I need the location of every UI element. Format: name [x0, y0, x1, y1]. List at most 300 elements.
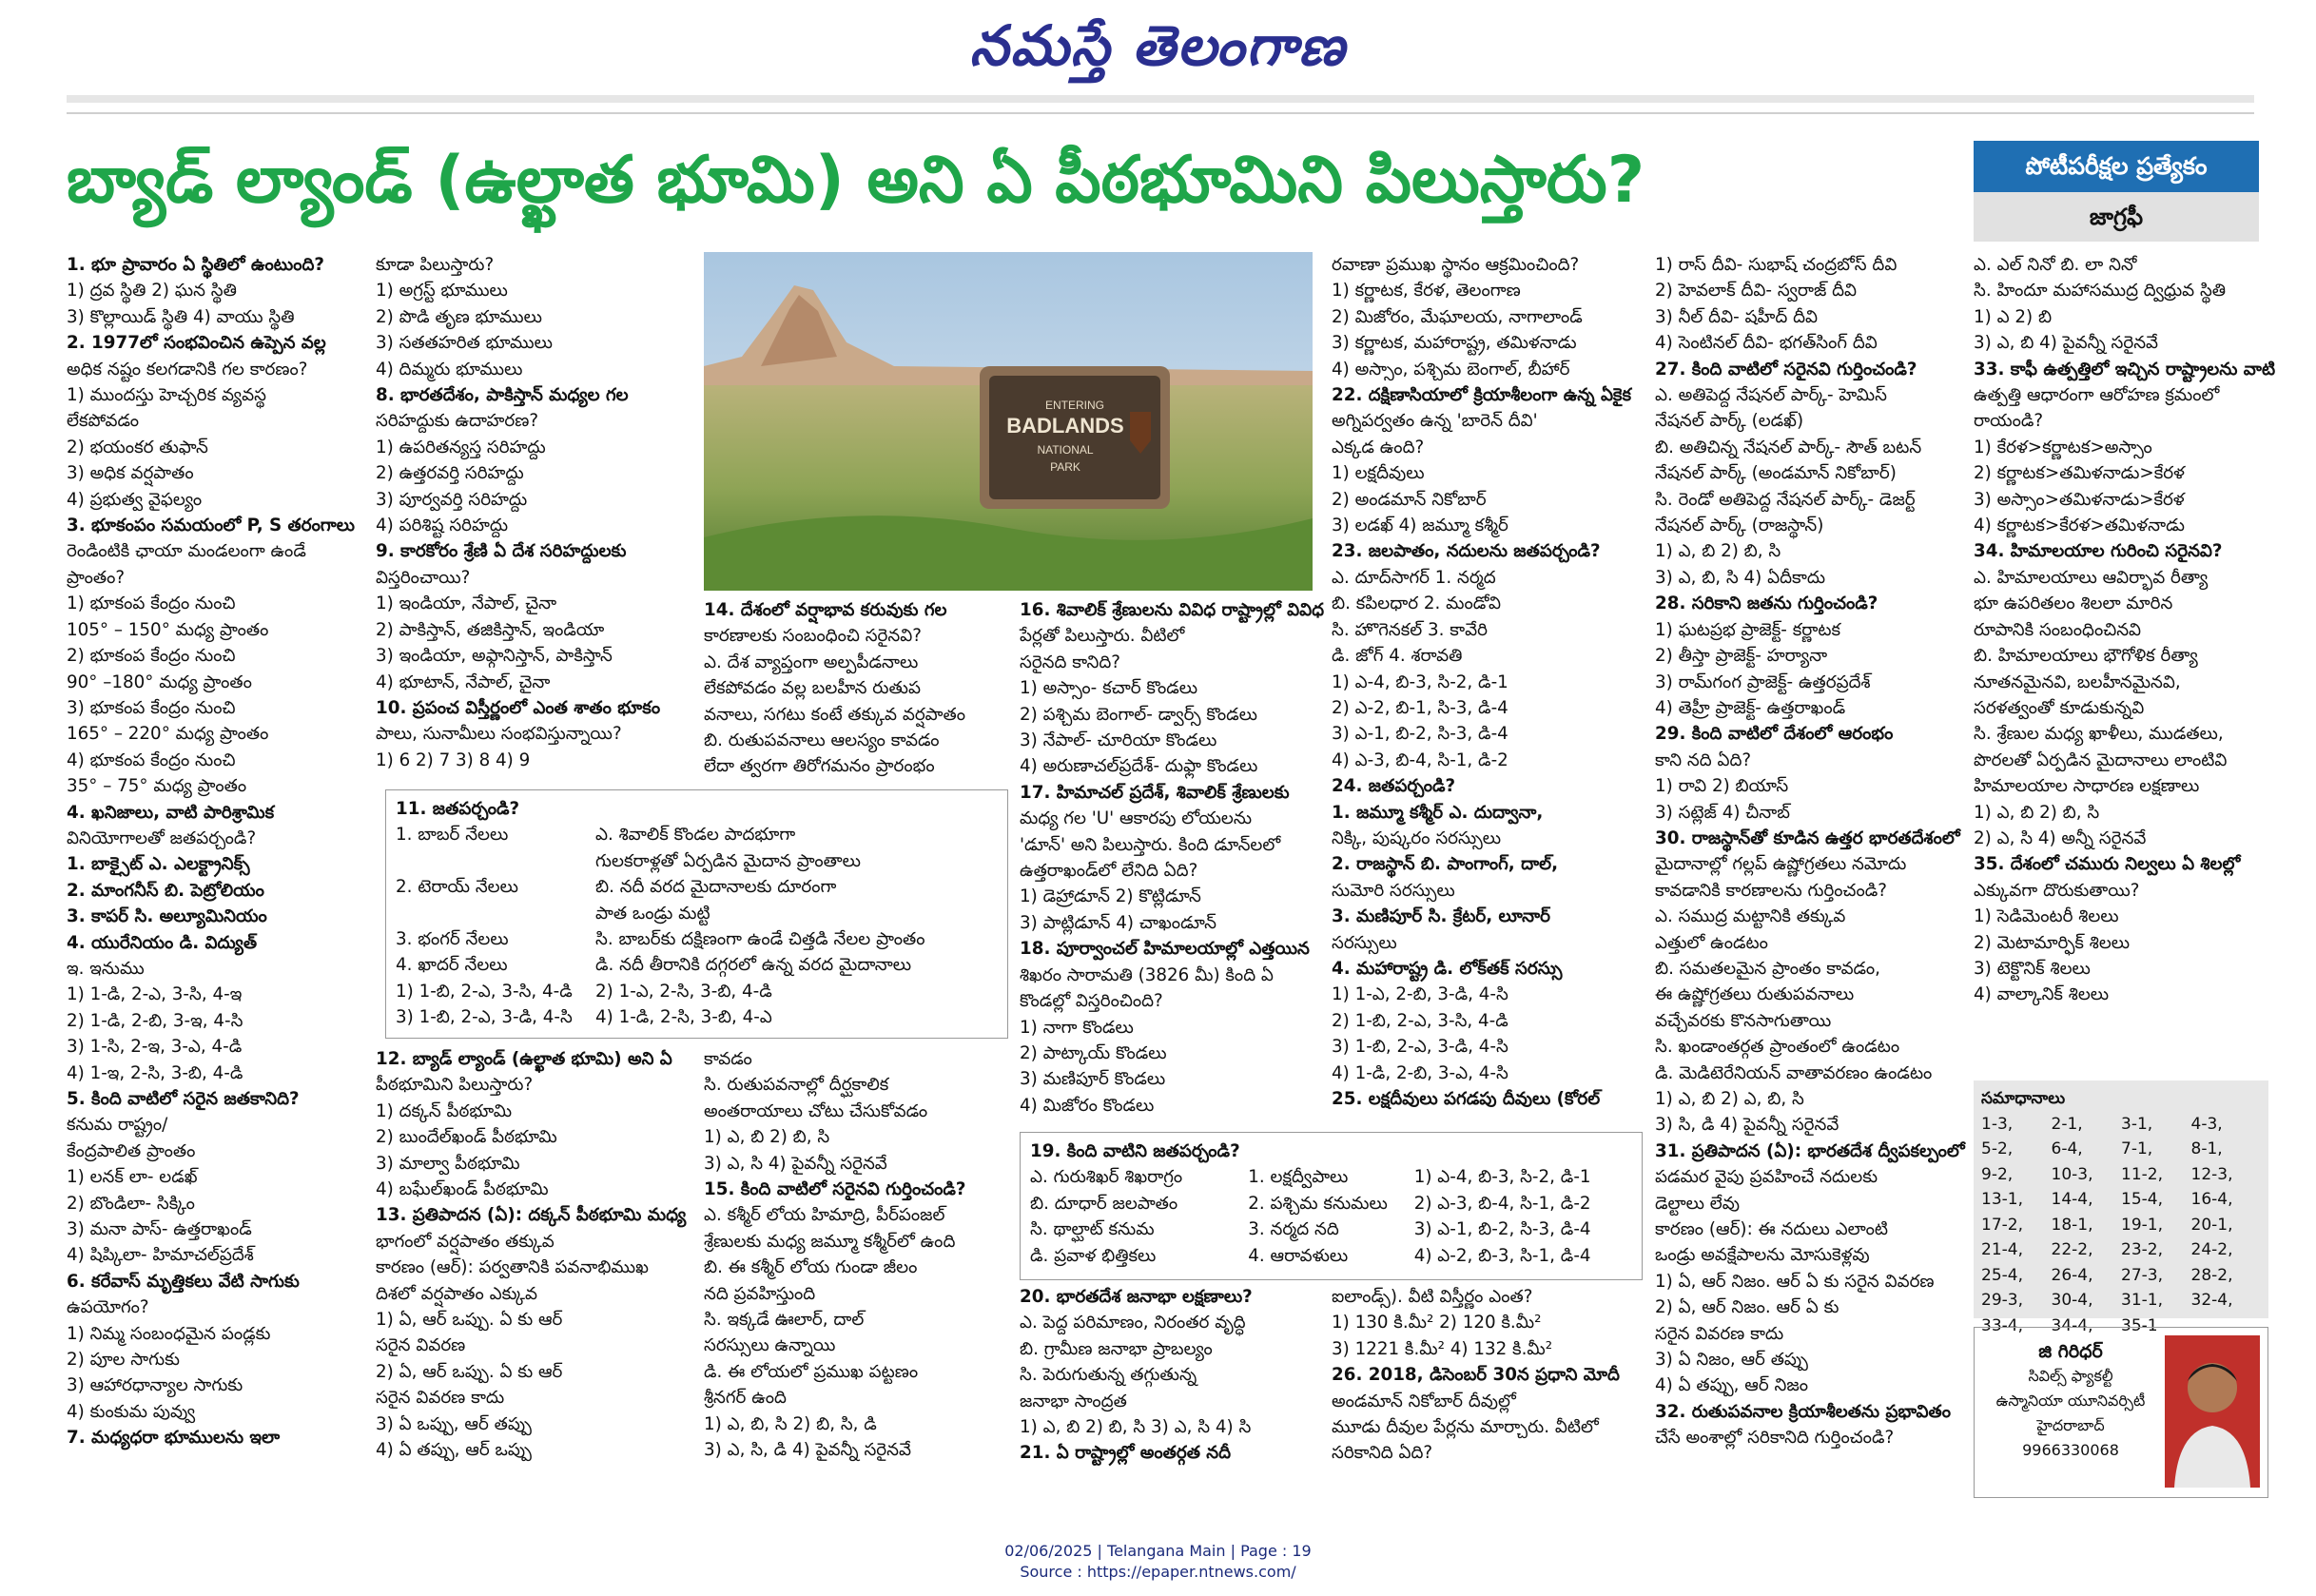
- text-line: 105° – 150° మధ్య ప్రాంతం: [67, 619, 269, 640]
- match-cell: 3. భంగర్ నేలలు: [396, 929, 509, 950]
- match-cell: బి. నదీ వరద మైదానాలకు దూరంగా: [595, 877, 837, 898]
- column-4-lower: [1020, 1284, 1319, 1484]
- text-line: భాగంలో వర్షపాతం తక్కువ: [376, 1231, 555, 1252]
- text-line: చేసే అంశాల్లో సరికానిది గుర్తించండి?: [1655, 1428, 1895, 1449]
- text-line: ఒండ్రు అవక్షేపాలను మోసుకెళ్లవు: [1655, 1245, 1870, 1266]
- text-line: 27. కింది వాటిలో సరైనవి గుర్తించండి?: [1655, 359, 1917, 380]
- text-line: 3) సతతహరిత భూములు: [376, 333, 553, 354]
- text-line: వినియోగాలతో జతపర్చండి?: [67, 827, 257, 848]
- match-row: [396, 952, 998, 978]
- text-line: 2) 1-డి, 2-బి, 3-ఇ, 4-సి: [67, 1010, 243, 1031]
- answers-row: [1981, 1137, 2261, 1162]
- newspaper-logo: నమస్తే తెలంగాణ: [969, 13, 1347, 78]
- text-line: 16. శివాలిక్ శ్రేణులను వివిధ రాష్ట్రాల్లో వివిధ: [1020, 600, 1325, 620]
- answer-cell: 14-4,: [2051, 1190, 2093, 1209]
- text-line: 2) బొండిలా- సిక్కిం: [67, 1193, 195, 1214]
- masthead-divider-thin: [67, 112, 2254, 114]
- answers-row: [1981, 1237, 2261, 1263]
- text-line: కాని నది ఏది?: [1655, 749, 1752, 770]
- match-cell: 2) 1-ఎ, 2-సి, 3-బి, 4-డి: [595, 981, 772, 1002]
- text-line: 34. హిమాలయాల గురించి సరైనవి?: [1974, 541, 2223, 562]
- text-line: 1) ముందస్తు హెచ్చరిక వ్యవస్థ: [67, 385, 266, 406]
- text-line: బి. సమతలమైన ప్రాంతం కావడం,: [1655, 958, 1880, 979]
- answer-cell: 3-1,: [2121, 1114, 2153, 1134]
- text-line: 10. ప్రపంచ విస్తీర్ణంలో ఎంత శాతం భూకం: [376, 697, 661, 718]
- text-line: 25. లక్షదీవులు పగడపు దీవులు (కోరల్: [1332, 1089, 1601, 1109]
- answer-cell: 8-1,: [2190, 1139, 2223, 1158]
- match-cell: గులకరాళ్లతో ఏర్పడిన మైదాన ప్రాంతాలు: [595, 850, 861, 871]
- text-line: కొండల్లో విస్తరించింది?: [1020, 991, 1163, 1012]
- text-line: 2) భూకంప కేంద్రం నుంచి: [67, 646, 236, 667]
- text-line: 3. భూకంపం సమయంలో P, S తరంగాలు: [67, 516, 355, 536]
- answer-cell: 35-1: [2121, 1315, 2158, 1335]
- text-line: 1. జమ్మూ కశ్మీర్ ఎ. దుద్వానా,: [1332, 802, 1544, 823]
- text-line: బి. అతిచిన్న నేషనల్ పార్క్- సౌత్ బటన్: [1655, 437, 1922, 457]
- text-line: 1) రావి 2) బియాస్: [1655, 776, 1789, 797]
- text-line: 2) హెవలాక్ దీవి- స్వరాజ్ దీవి: [1655, 281, 1858, 302]
- text-line: 1) దక్కన్ పీఠభూమి: [376, 1100, 513, 1121]
- text-line: 1) అగ్రస్ట్ భూములు: [376, 281, 508, 302]
- text-line: సి. రుతుపవనాల్లో దీర్ఘకాలిక: [704, 1075, 889, 1096]
- answers-row: [1981, 1263, 2261, 1289]
- text-line: ఎ. ఎల్ నినో బి. లా నినో: [1974, 255, 2137, 275]
- text-line: 1) ఏ, ఆర్ ఒప్పు. ఏ కు ఆర్: [376, 1310, 563, 1331]
- match-cell: పాత ఒండ్రు మట్టి: [595, 903, 710, 924]
- text-line: డి. మెడిటెరేనియన్ వాతావరణం ఉండటం: [1655, 1062, 1933, 1083]
- text-line: మైదానాల్లో గల్లప్ ఉష్ణోగ్రతలు నమోదు: [1655, 854, 1907, 875]
- text-line: 1) రాస్ దీవి- సుభాష్ చంద్రబోస్ దీవి: [1655, 255, 1898, 275]
- text-line: 3) కొల్లాయిడ్ స్థితి 4) వాయు స్థితి: [67, 306, 295, 327]
- text-line: నది ప్రవహిస్తుంది: [704, 1283, 816, 1304]
- answer-cell: 9-2,: [1981, 1164, 2014, 1184]
- text-line: కావడానికి కారణాలను గుర్తించండి?: [1655, 880, 1887, 901]
- text-line: ఎ. సముద్ర మట్టానికి తక్కువ: [1655, 906, 1846, 927]
- match-cell: డి. నదీ తీరానికి దగ్గరలో ఉన్న వరద మైదానాలు: [595, 955, 912, 976]
- text-line: 3) భూకంప కేంద్రం నుంచి: [67, 697, 236, 718]
- text-line: సరైనది కానిది?: [1020, 652, 1120, 672]
- author-line-3: హైదరాబాద్: [2036, 1416, 2105, 1434]
- author-line-1: సివిల్స్ ఫ్యాకల్టీ: [2028, 1367, 2113, 1385]
- text-line: 4) కుంకుమ పువ్వు: [67, 1401, 196, 1422]
- badlands-photo: [704, 252, 1313, 591]
- text-line: 4) షిప్కిలా- హిమాచల్‌ప్రదేశ్: [67, 1245, 254, 1266]
- text-line: 1) ఎ, బి 2) బి, సి: [704, 1127, 830, 1148]
- text-line: 3) ఏ నిజం, ఆర్ తప్పు: [1655, 1350, 1808, 1371]
- text-line: 3) ఏ ఒప్పు, ఆర్ తప్పు: [376, 1413, 532, 1434]
- text-line: 12. బ్యాడ్ ల్యాండ్ (ఉల్ఖాత భూమి) అని ఏ: [376, 1049, 672, 1069]
- match-cell: [396, 848, 595, 874]
- text-line: ఉపయోగం?: [67, 1297, 149, 1318]
- answers-title: సమాధానాలు: [1981, 1089, 2066, 1108]
- text-line: ఎ. అతిపెద్ద నేషనల్ పార్క్- హెమిస్: [1655, 385, 1887, 406]
- answers-box: [1974, 1080, 2268, 1335]
- author-photo: [2165, 1335, 2260, 1488]
- text-line: నేషనల్ పార్క్ (లడఖ్): [1655, 411, 1804, 432]
- text-line: 2) బుందేల్‌ఖండ్ పీఠభూమి: [376, 1127, 557, 1148]
- match-cell: 1) ఎ-4, బి-3, సి-2, డి-1: [1413, 1167, 1591, 1188]
- text-line: 3) సట్లెజ్ 4) చీనాబ్: [1655, 802, 1790, 823]
- text-line: 4) 1-డి, 2-బి, 3-ఎ, 4-సి: [1332, 1062, 1508, 1083]
- answer-cell: 32-4,: [2190, 1291, 2233, 1310]
- text-line: 3) కర్ణాటక, మహారాష్ట్ర, తమిళనాడు: [1332, 333, 1577, 354]
- answer-cell: 11-2,: [2121, 1164, 2163, 1184]
- section-tag-subject: జాగ్రఫీ: [1974, 192, 2259, 242]
- answer-cell: 30-4,: [2051, 1291, 2093, 1310]
- match-row: [396, 901, 998, 926]
- text-line: నూతనమైనవి, బలహీనమైనవి,: [1974, 671, 2181, 692]
- text-line: 3) టెక్టొనిక్ శిలలు: [1974, 958, 2091, 979]
- text-line: 4) ఎ-3, బి-4, సి-1, డి-2: [1332, 749, 1508, 770]
- text-line: 1) ఎ, బి 2) ఎ, బి, సి: [1655, 1089, 1804, 1109]
- answer-cell: 23-2,: [2121, 1240, 2163, 1259]
- answers-row: [1981, 1213, 2261, 1238]
- sign-line-1: ENTERING: [1044, 399, 1105, 412]
- match-cell: సి. థాల్ఘాట్ కనుమ: [1030, 1219, 1155, 1240]
- text-line: 2) పూల సాగుకు: [67, 1350, 180, 1371]
- text-line: నేషనల్ పార్క్ (రాజస్థాన్): [1655, 516, 1824, 536]
- text-line: 35° – 75° మధ్య ప్రాంతం: [67, 776, 247, 797]
- text-line: 1) భూకంప కేంద్రం నుంచి: [67, 594, 236, 614]
- text-line: నిక్కి, పుష్కరం సరస్సులు: [1332, 827, 1502, 848]
- text-line: కావడం: [704, 1049, 752, 1069]
- text-line: 3) 1-సి, 2-ఇ, 3-ఎ, 4-డి: [67, 1037, 243, 1058]
- column-3-lower: [704, 1046, 1013, 1484]
- text-line: శ్రేణులకు మధ్య జమ్మూ కశ్మీర్‌లో ఉంది: [704, 1231, 956, 1252]
- text-line: 4) 1-ఇ, 2-సి, 3-బి, 4-డి: [67, 1062, 243, 1083]
- match-cell: 3) 1-బి, 2-ఎ, 3-డి, 4-సి: [396, 1007, 573, 1028]
- answer-cell: 24-2,: [2190, 1240, 2233, 1259]
- match-row: [396, 979, 998, 1004]
- text-line: లేదా త్వరగా తిరోగమనం ప్రారంభం: [704, 756, 935, 777]
- text-line: 15. కింది వాటిలో సరైనవి గుర్తించండి?: [704, 1179, 966, 1200]
- text-line: 22. దక్షిణాసియాలో క్రియాశీలంగా ఉన్న ఏకైక: [1332, 385, 1632, 406]
- match-cell: 1. బాబర్ నేలలు: [396, 825, 509, 846]
- masthead: [0, 0, 2316, 95]
- author-line-2: ఉస్మానియా యూనివర్సిటీ: [1995, 1392, 2146, 1410]
- match-row: [1030, 1216, 1632, 1242]
- box-title: 19. కింది వాటిని జతపర్చండి?: [1030, 1141, 1240, 1161]
- text-line: 32. రుతుపవనాల క్రియాశీలతను ప్రభావితం: [1655, 1401, 1951, 1422]
- badlands-illustration: [704, 252, 1313, 591]
- text-line: 1) సెడిమెంటరీ శిలలు: [1974, 906, 2119, 927]
- text-line: ఎ. దూద్‌సాగర్ 1. నర్మద: [1332, 567, 1496, 588]
- text-line: బి. గ్రామీణ జనాభా ప్రాబల్యం: [1020, 1338, 1213, 1359]
- text-line: సరిహద్దుకు ఉదాహరణ?: [376, 411, 539, 432]
- answer-cell: 2-1,: [2051, 1114, 2083, 1134]
- text-line: 3. కాపర్ సి. అల్యూమినియం: [67, 906, 267, 927]
- text-line: సి. ఇక్కడే ఊలార్, దాల్: [704, 1310, 865, 1331]
- footer: [0, 1541, 2316, 1583]
- text-line: సరైన వివరణ: [376, 1335, 466, 1356]
- text-line: 20. భారతదేశ జనాభా లక్షణాలు?: [1020, 1287, 1253, 1307]
- text-line: వచ్చేవరకు కొనసాగుతాయి: [1655, 1010, 1832, 1031]
- text-line: 1) 130 కి.మీ² 2) 120 కి.మీ²: [1332, 1313, 1542, 1333]
- text-line: 2) 1-బి, 2-ఎ, 3-సి, 4-డి: [1332, 1010, 1508, 1031]
- text-line: డి. జోగ్ 4. శరావతి: [1332, 646, 1463, 667]
- text-line: 165° – 220° మధ్య ప్రాంతం: [67, 724, 269, 745]
- text-line: కారణం (ఆర్): ఈ నదులు ఎలాంటి: [1655, 1219, 1888, 1240]
- text-line: ఎత్తులో ఉండటం: [1655, 932, 1768, 953]
- text-line: రూపానికి సంబంధించినవి: [1974, 619, 2142, 640]
- author-details: [1980, 1339, 2161, 1463]
- text-line: 1. బాక్సైట్ ఎ. ఎలక్ట్రానిక్స్: [67, 854, 250, 875]
- text-line: సి. ఖండాంతర్గత ప్రాంతంలో ఉండటం: [1655, 1037, 1900, 1058]
- text-line: అండమాన్ నికోబార్ దీవుల్లో: [1332, 1391, 1516, 1411]
- match-cell: ఎ. గురుశిఖర్ శిఖరాగ్రం: [1030, 1167, 1183, 1188]
- text-line: ఎక్కువగా దొరుకుతాయి?: [1974, 880, 2140, 901]
- match-row: [1030, 1164, 1632, 1190]
- footer-dateline: 02/06/2025 | Telangana Main | Page : 19: [1004, 1542, 1312, 1560]
- sign-line-4: PARK: [1050, 460, 1080, 474]
- sign-line-3: NATIONAL: [1037, 443, 1094, 457]
- text-line: 35. దేశంలో చమురు నిల్వలు ఏ శిలల్లో: [1974, 854, 2241, 875]
- match-row: [396, 1004, 998, 1030]
- text-line: లేకపోవడం: [67, 411, 140, 432]
- text-line: 7. మధ్యధరా భూములను ఇలా: [67, 1428, 281, 1449]
- text-line: పడమర వైపు ప్రవహించే నదులకు: [1655, 1167, 1878, 1188]
- text-line: 4) అరుణాచల్‌ప్రదేశ్- దుఫ్లా కొండలు: [1020, 756, 1258, 777]
- text-line: విస్తరించాయి?: [376, 567, 471, 588]
- text-line: 14. దేశంలో వర్షాభావ కరువుకు గల: [704, 600, 947, 620]
- text-line: 3) మనా పాస్- ఉత్తరాఖండ్: [67, 1219, 252, 1240]
- answer-cell: 34-4,: [2051, 1315, 2093, 1335]
- text-line: ఎక్కడ ఉంది?: [1332, 437, 1425, 457]
- match-row: [1030, 1191, 1632, 1216]
- text-line: 3) అధిక వర్షపాతం: [67, 463, 194, 484]
- text-line: 4. ఖనిజాలు, వాటి పారిశ్రామిక: [67, 802, 275, 823]
- section-tag-top: పోటీపరీక్షల ప్రత్యేకం: [1974, 141, 2259, 192]
- text-line: శిఖరం సారామతి (3826 మీ) కింది ఏ: [1020, 964, 1274, 985]
- text-line: 3) సి, డి 4) పైవన్నీ సరైనవే: [1655, 1115, 1839, 1136]
- text-line: 4) కర్ణాటక>కేరళ>తమిళనాడు: [1974, 516, 2185, 536]
- text-line: పొరలతో ఏర్పడిన మైదానాలు లాంటివి: [1974, 749, 2228, 770]
- text-line: 2. మాంగనీస్ బి. పెట్రోలియం: [67, 880, 264, 901]
- text-line: 3) ఎ, సి, డి 4) పైవన్నీ సరైనవే: [704, 1440, 911, 1461]
- text-line: 2) మెటామార్ఫిక్ శిలలు: [1974, 932, 2131, 953]
- text-line: 26. 2018, డిసెంబర్ 30న ప్రధాని మోదీ: [1332, 1365, 1620, 1386]
- answer-cell: 27-3,: [2121, 1265, 2163, 1285]
- text-line: కనుమ రాష్ట్రం/: [67, 1115, 168, 1136]
- text-line: హిమాలయాల సాధారణ లక్షణాలు: [1974, 776, 2200, 797]
- answer-cell: 21-4,: [1981, 1240, 2023, 1259]
- text-line: 4) వాల్కానిక్ శిలలు: [1974, 984, 2110, 1005]
- text-line: 3) 1-బి, 2-ఎ, 3-డి, 4-సి: [1332, 1037, 1508, 1058]
- text-line: 1) 1-ఎ, 2-బి, 3-డి, 4-సి: [1332, 984, 1508, 1005]
- answer-cell: 33-4,: [1981, 1315, 2023, 1335]
- text-line: వనాలు, సగటు కంటే తక్కువ వర్షపాతం: [704, 704, 966, 725]
- answer-cell: 7-1,: [2121, 1139, 2153, 1158]
- match-cell: 4. ఖాదర్ నేలలు: [396, 955, 508, 976]
- text-line: సరళత్వంతో కూడుకున్నవి: [1974, 697, 2145, 718]
- text-line: 1) 1-డి, 2-ఎ, 3-సి, 4-ఇ: [67, 984, 243, 1005]
- match-row: [396, 822, 998, 847]
- text-line: 2. 1977లో సంభవించిన ఉప్పెన వల్ల: [67, 333, 326, 354]
- text-line: 3) ఎ, బి 4) పైవన్నీ సరైనవే: [1974, 333, 2159, 354]
- text-line: 3) ఎ-1, బి-2, సి-3, డి-4: [1332, 724, 1508, 745]
- text-line: 4. యురేనియం డి. విద్యుత్: [67, 932, 258, 953]
- column-1: [67, 252, 361, 1489]
- footer-source: Source : https://epaper.ntnews.com/: [1020, 1563, 1296, 1581]
- text-line: 1) ఘటప్రభ ప్రాజెక్ట్- కర్ణాటక: [1655, 619, 1841, 640]
- text-line: 3. మణిపూర్ సి. క్రేటర్, లూనార్: [1332, 906, 1550, 927]
- text-line: అధిక నష్టం కలగడానికి గల కారణం?: [67, 359, 308, 380]
- text-line: బి. రుతుపవనాలు ఆలస్యం కావడం: [704, 730, 940, 751]
- text-line: 1) లక్షదీవులు: [1332, 463, 1425, 484]
- text-line: 1) ఉపరితన్యస్త సరిహద్దు: [376, 437, 546, 457]
- match-cell: [396, 901, 595, 926]
- text-line: లేకపోవడం వల్ల బలహీన రుతుప: [704, 678, 921, 699]
- text-line: 3) ఆహారధాన్యాల సాగుకు: [67, 1375, 243, 1396]
- text-line: 2) అండమాన్ నికోబార్: [1332, 489, 1487, 510]
- match-row: [396, 874, 998, 900]
- text-line: బి. హిమాలయాలు భౌగోళిక రీత్యా: [1974, 646, 2198, 667]
- text-line: 4) భూకంప కేంద్రం నుంచి: [67, 749, 236, 770]
- text-line: 4) అస్సాం, పశ్చిమ బెంగాల్, బీహార్: [1332, 359, 1570, 380]
- text-line: భూ ఉపరితలం శిలలా మారిన: [1974, 594, 2173, 614]
- answer-cell: 17-2,: [1981, 1215, 2023, 1235]
- text-line: 2) పాకిస్తాన్, తజికిస్తాన్, ఇండియా: [376, 619, 605, 640]
- column-6: [1655, 252, 1969, 1498]
- text-line: 4) ప్రభుత్వ వైఫల్యం: [67, 489, 203, 510]
- question-19-box: [1020, 1132, 1643, 1280]
- text-line: 3) లడఖ్ 4) జమ్మూ కశ్మీర్: [1332, 516, 1508, 536]
- text-line: 2) ఏ, ఆర్ ఒప్పు. ఏ కు ఆర్: [376, 1361, 563, 1382]
- match-cell: సి. బాబర్‌కు దక్షిణంగా ఉండే చిత్తడి నేలల ప్రాంతం: [595, 929, 925, 950]
- match-cell: 4. ఆరావళులు: [1248, 1245, 1349, 1266]
- answer-cell: 5-2,: [1981, 1139, 2014, 1158]
- text-line: 5. కింది వాటిలో సరైన జతకానిది?: [67, 1089, 300, 1109]
- answer-cell: 20-1,: [2190, 1215, 2233, 1235]
- answer-cell: 19-1,: [2121, 1215, 2163, 1235]
- text-line: రెండింటికి ఛాయా మండలంగా ఉండే: [67, 541, 306, 562]
- text-line: సుమోరి సరస్సులు: [1332, 880, 1455, 901]
- text-line: దిశలో వర్షపాతం ఎక్కువ: [376, 1283, 537, 1304]
- column-5-lower: [1332, 1284, 1645, 1484]
- match-cell: 3. నర్మద నది: [1248, 1219, 1339, 1240]
- text-line: 2) ఏ, ఆర్ నిజం. ఆర్ ఏ కు: [1655, 1297, 1839, 1318]
- box-title: 11. జతపర్చండి?: [396, 799, 520, 819]
- text-line: 1) అస్సాం- కచార్ కొండలు: [1020, 678, 1198, 699]
- masthead-divider: [67, 95, 2254, 103]
- text-line: సి. హిందూ మహాసముద్ర ద్విధ్రువ స్థితి: [1974, 281, 2227, 302]
- text-line: డి. ఈ లోయలో ప్రముఖ పట్టణం: [704, 1361, 919, 1382]
- text-line: ప్రాంతం?: [67, 567, 126, 588]
- text-line: సరికానిది ఏది?: [1332, 1443, 1433, 1464]
- text-line: ఈ ఉష్ణోగ్రతలు రుతుపవనాలు: [1655, 984, 1855, 1005]
- text-line: 4) బఘేల్‌ఖండ్ పీఠభూమి: [376, 1179, 549, 1200]
- text-line: కూడా పిలుస్తారు?: [376, 255, 495, 275]
- text-line: 4) ఏ తప్పు, ఆర్ ఒప్పు: [376, 1440, 532, 1461]
- match-cell: 3) ఎ-1, బి-2, సి-3, డి-4: [1413, 1219, 1591, 1240]
- answer-cell: 4-3,: [2190, 1114, 2223, 1134]
- answer-cell: 18-1,: [2051, 1215, 2093, 1235]
- match-cell: 2) ఎ-3, బి-4, సి-1, డి-2: [1413, 1193, 1591, 1214]
- text-line: కేంద్రపాలిత ప్రాంతం: [67, 1140, 196, 1161]
- text-line: రాయండి?: [1974, 411, 2044, 432]
- text-line: జనాభా సాంద్రత: [1020, 1391, 1127, 1411]
- match-cell: 4) 1-డి, 2-సి, 3-బి, 4-ఎ: [595, 1007, 772, 1028]
- match-cell: బి. దూధార్ జలపాతం: [1030, 1193, 1178, 1214]
- answers-row: [1981, 1187, 2261, 1213]
- match-cell: 4) ఎ-2, బి-3, సి-1, డి-4: [1413, 1245, 1591, 1266]
- text-line: 2) ఎ-2, బి-1, సి-3, డి-4: [1332, 697, 1508, 718]
- text-line: 2) కర్ణాటక>తమిళనాడు>కేరళ: [1974, 463, 2185, 484]
- text-line: 33. కాఫీ ఉత్పత్తిలో ఇచ్చిన రాష్ట్రాలను వాటి: [1974, 359, 2276, 380]
- text-line: 1) ఏ, ఆర్ నిజం. ఆర్ ఏ కు సరైన వివరణ: [1655, 1271, 1935, 1292]
- text-line: కారణాలకు సంబంధించి సరైనవి?: [704, 626, 922, 647]
- text-line: ఉత్పత్తి ఆధారంగా ఆరోహణ క్రమంలో: [1974, 385, 2220, 406]
- text-line: 6. కరేవాస్ మృత్తికలు వేటి సాగుకు: [67, 1271, 300, 1292]
- text-line: 1) కేరళ>కర్ణాటక>అస్సాం: [1974, 437, 2152, 457]
- text-line: 1. భూ ప్రావారం ఏ స్థితిలో ఉంటుంది?: [67, 255, 324, 275]
- text-line: 1) ఎ-4, బి-3, సి-2, డి-1: [1332, 671, 1508, 692]
- text-line: ఎ. కశ్మీర్ లోయ హిమాద్రి, పీర్‌పంజల్: [704, 1205, 945, 1226]
- text-line: ఎ. పెద్ద పరిమాణం, నిరంతర వృద్ధి: [1020, 1313, 1246, 1333]
- text-line: సి. పెరుగుతున్న తగ్గుతున్న: [1020, 1365, 1197, 1386]
- text-line: 4) భూటాన్, నేపాల్, చైనా: [376, 671, 551, 692]
- answer-cell: 31-1,: [2121, 1291, 2163, 1310]
- match-cell: ఎ. శివాలిక్ కొండల పాదభూగా: [595, 825, 796, 846]
- text-line: 13. ప్రతిపాదన (ఏ): దక్కన్ పీఠభూమి మధ్య: [376, 1205, 687, 1226]
- text-line: సి. శ్రేణుల మధ్య ఖాళీలు, ముడతలు,: [1974, 724, 2224, 745]
- text-line: శ్రీనగర్ ఉంది: [704, 1388, 787, 1409]
- text-line: 4) మిజోరం కొండలు: [1020, 1095, 1155, 1116]
- author-phone: 9966330068: [2022, 1441, 2119, 1459]
- answers-row: [1981, 1162, 2261, 1188]
- match-cell: 1. లక్షద్వీపాలు: [1248, 1167, 1349, 1188]
- text-line: 'డూన్' అని పిలుస్తారు. కింది డూన్‌లలో: [1020, 834, 1281, 855]
- text-line: 28. సరికాని జతను గుర్తించండి?: [1655, 594, 1878, 614]
- text-line: 2) పశ్చిమ బెంగాల్- డ్వార్స్ కొండలు: [1020, 704, 1257, 725]
- answer-cell: 16-4,: [2190, 1190, 2233, 1209]
- text-line: మధ్య గల 'U' ఆకారపు లోయలను: [1020, 808, 1253, 829]
- text-line: 1) ఎ, బి 2) బి, సి: [1974, 802, 2100, 823]
- author-box: [1974, 1327, 2268, 1498]
- text-line: 1) కర్ణాటక, కేరళ, తెలంగాణ: [1332, 281, 1521, 302]
- column-5: [1332, 252, 1645, 1127]
- text-line: 3) ఇండియా, అఫ్గానిస్తాన్, పాకిస్తాన్: [376, 646, 613, 667]
- answers-row: [1981, 1288, 2261, 1314]
- text-line: 1) ఇండియా, నేపాల్, చైనా: [376, 594, 557, 614]
- text-line: బి. కపిలధార 2. మండోవి: [1332, 594, 1502, 614]
- text-line: 3) నీల్ దీవి- షహీద్ దీవి: [1655, 306, 1819, 327]
- text-line: 1) ఎ, బి, సి 2) బి, సి, డి: [704, 1413, 877, 1434]
- text-line: 4) ఏ తప్పు, ఆర్ నిజం: [1655, 1375, 1808, 1396]
- text-line: 17. హిమాచల్ ప్రదేశ్, శివాలిక్ శ్రేణులకు: [1020, 782, 1290, 803]
- answers-table: [1981, 1112, 2261, 1339]
- text-line: 1) ఎ, బి 2) బి, సి: [1655, 541, 1781, 562]
- text-line: 2) భయంకర తుఫాన్: [67, 437, 208, 457]
- text-line: ఎ. దేశ వ్యాప్తంగా అల్పపీడనాలు: [704, 652, 919, 672]
- text-line: పీఠభూమిని పిలుస్తారు?: [376, 1075, 534, 1096]
- text-line: 3) మణిపూర్ కొండలు: [1020, 1069, 1166, 1090]
- text-line: 8. భారతదేశం, పాకిస్తాన్ మధ్యల గల: [376, 385, 629, 406]
- text-line: 1) డెహ్రాడూన్ 2) కొట్లిడూన్: [1020, 886, 1201, 907]
- sign-line-2: BADLANDS: [1006, 414, 1124, 438]
- section-tag: [1974, 141, 2259, 245]
- column-4: [1020, 597, 1325, 1130]
- text-line: 4) సెంటినల్ దీవి- భగత్‌సింగ్ దీవి: [1655, 333, 1878, 354]
- text-line: అగ్నిపర్వతం ఉన్న 'బారెన్ దీవి': [1332, 411, 1538, 432]
- answer-cell: 15-4,: [2121, 1190, 2163, 1209]
- text-line: 30. రాజస్థాన్‌తో కూడిన ఉత్తర భారతదేశంలో: [1655, 827, 1960, 848]
- text-line: 1) నాగా కొండలు: [1020, 1017, 1134, 1038]
- text-line: నేషనల్ పార్క్ (అండమాన్ నికోబార్): [1655, 463, 1897, 484]
- text-line: 3) నేపాల్- చూరియా కొండలు: [1020, 730, 1217, 751]
- text-line: ఎ. హిమాలయాలు ఆవిర్భావ రీత్యా: [1974, 567, 2209, 588]
- text-line: 4) తెహ్రీ ప్రాజెక్ట్- ఉత్తరాఖండ్: [1655, 697, 1846, 718]
- text-line: 4) దిమ్మరు భూములు: [376, 359, 523, 380]
